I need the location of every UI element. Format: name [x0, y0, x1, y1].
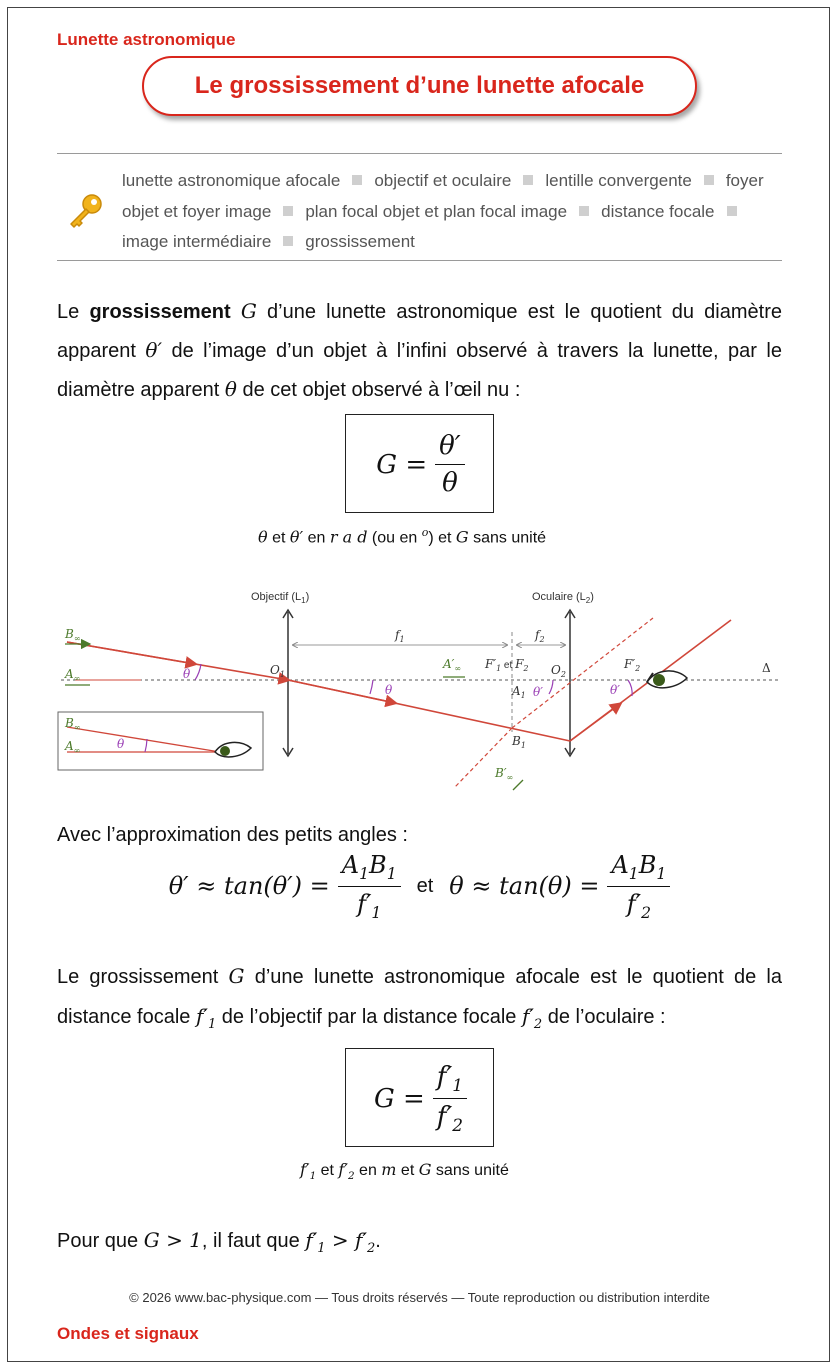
keywords-box — [57, 153, 782, 261]
text: en — [354, 1162, 382, 1179]
key-icon — [65, 192, 105, 232]
O2-label: $O_2$ — [551, 663, 566, 679]
A-prime-inf-label: $A'_\infty$ — [443, 657, 462, 673]
approx-intro: Avec l’approximation des petits angles : — [57, 824, 408, 846]
text: de cet objet observé à l’œil nu : — [236, 379, 521, 401]
symbol: θ — [258, 527, 268, 547]
copyright-notice: © 2026 www.bac-physique.com — Tous droits réservés — Toute reproduction ou distribution interdite — [129, 1290, 710, 1305]
separator — [523, 175, 533, 185]
symbol-G: G — [228, 964, 245, 988]
inset-B-inf-label: $B_\infty$ — [65, 716, 81, 732]
theta-label: θ — [385, 683, 393, 697]
formula-lhs: G = — [376, 449, 428, 480]
F1F2-label: $F'_1$ $^{et}$ $F_2$ — [485, 657, 529, 673]
objective-label: Objectif $(L_1)$ — [251, 591, 310, 605]
formula-lhs: θ′ ≈ tan(θ′) = — [168, 872, 330, 900]
theta-prime-label: θ′ — [533, 685, 543, 699]
text: de l’oculaire : — [542, 1006, 666, 1028]
text: , il faut que — [201, 1230, 306, 1252]
separator — [704, 175, 714, 185]
symbol: G — [418, 1160, 432, 1179]
symbol: θ′ — [289, 527, 304, 547]
O1-label: $O_1$ — [270, 663, 285, 679]
page-title: Le grossissement d’une lunette afocale — [194, 72, 645, 99]
formula-box-focal-ratio — [345, 1048, 494, 1147]
B1-label: $B_1$ — [512, 734, 526, 750]
fraction — [433, 1062, 467, 1135]
chapter-label: Lunette astronomique — [57, 30, 236, 49]
theta-label: θ — [183, 667, 191, 681]
text: et — [267, 529, 290, 547]
inset-A-inf-label: $A_\infty$ — [65, 739, 81, 755]
caption-units-2 — [300, 1160, 509, 1182]
text: d’une lunette astronomique afocale est le quotient de la distance focale — [57, 966, 783, 1028]
chapter-footer-label: Ondes et signaux — [57, 1324, 199, 1343]
naked-eye-inset — [58, 712, 263, 770]
text: sans unité — [468, 529, 547, 547]
fraction — [435, 431, 465, 498]
symbol: $f'_1$ — [300, 1160, 317, 1183]
text: et — [396, 1162, 419, 1179]
symbol-f1: $f'_1$ — [195, 1004, 217, 1032]
formula — [346, 415, 495, 514]
formula — [346, 1049, 495, 1148]
keyword: plan focal objet et plan focal image — [305, 201, 568, 221]
numerator: $A_1B_1$ — [607, 851, 670, 887]
text: de l’objectif par la distance focale — [216, 1006, 522, 1028]
text: . — [375, 1230, 381, 1252]
numerator: θ′ — [435, 431, 465, 465]
intro-paragraph — [57, 292, 782, 409]
approx-formulas — [0, 848, 839, 924]
separator — [352, 175, 362, 185]
unit-rad: r a d — [329, 527, 368, 547]
text: et — [416, 874, 434, 897]
A-inf-label: $A_\infty$ — [65, 667, 81, 683]
symbol-theta-prime: θ′ — [145, 338, 163, 362]
delta-label: Δ — [762, 661, 771, 675]
keyword: distance focale — [601, 201, 715, 221]
construction-ray — [512, 618, 653, 728]
keyword: image intermédiaire — [122, 232, 272, 251]
text: de l’image d’un objet à l’infini observé à travers la lunette, par le diamètre apparent — [57, 340, 782, 401]
A1-label: $A_1$ — [512, 684, 526, 700]
eye-icon — [647, 671, 687, 688]
symbol: $f'_2$ — [338, 1160, 355, 1183]
inequality: $f'_1 > f'_2$ — [305, 1228, 376, 1256]
inequality: G > 1 — [143, 1228, 202, 1252]
title-banner — [142, 56, 697, 116]
denominator: $f'_1$ — [357, 889, 382, 922]
text: et — [316, 1162, 339, 1179]
formula-box-grossissement — [345, 414, 494, 513]
B-prime-inf-label: $B'_\infty$ — [495, 766, 514, 782]
keyword: lentille convergente — [545, 171, 692, 190]
text: d’une lunette astronomique est le quotient du diamètre apparent — [57, 301, 782, 362]
text: Le grossissement — [57, 966, 229, 988]
B-inf-label: $B_\infty$ — [65, 627, 81, 643]
separator — [727, 206, 737, 216]
keyword: lunette astronomique afocale — [122, 171, 341, 190]
formula-lhs: θ ≈ tan(θ) = — [449, 872, 600, 900]
caption-units-1 — [258, 526, 546, 547]
text: Le — [57, 301, 90, 323]
inset-theta-label: θ — [117, 737, 125, 751]
condition-line — [57, 1221, 782, 1268]
text: sans unité — [431, 1162, 509, 1179]
text: (ou en — [367, 529, 422, 547]
numerator: $f'_1$ — [433, 1062, 467, 1099]
term-grossissement: grossissement — [89, 301, 231, 323]
afocal-paragraph — [57, 957, 782, 1044]
formula-lhs: G = — [373, 1083, 425, 1114]
symbol-f2: $f'_2$ — [521, 1004, 543, 1032]
symbol-theta: θ — [224, 377, 237, 401]
symbol: G — [455, 527, 469, 547]
unit-m: m — [381, 1160, 397, 1179]
denominator: $f'_2$ — [626, 889, 651, 922]
F2prime-label: $F'_2$ — [624, 657, 641, 673]
eyepiece-label: Oculaire $(L_2)$ — [532, 591, 594, 605]
fraction — [338, 851, 401, 922]
unit-degree: o — [421, 526, 429, 539]
denominator: θ — [442, 468, 458, 498]
keyword: foyer objet et foyer image — [122, 171, 764, 221]
fraction — [607, 851, 670, 922]
text: en — [303, 529, 330, 547]
separator — [283, 206, 293, 216]
separator — [579, 206, 589, 216]
keyword-list — [122, 166, 772, 258]
keyword: grossissement — [305, 232, 415, 251]
text: Pour que — [57, 1230, 144, 1252]
numerator: $A_1B_1$ — [338, 851, 401, 887]
text: ) et — [428, 529, 456, 547]
symbol-G: G — [240, 299, 257, 323]
f1-label: $f_1$ — [395, 628, 405, 644]
denominator: $f'_2$ — [436, 1102, 464, 1136]
theta-prime-label: θ′ — [610, 683, 620, 697]
f2-label: $f_2$ — [535, 628, 545, 644]
afocal-telescope-diagram — [55, 582, 785, 794]
keyword: objectif et oculaire — [374, 171, 512, 190]
separator — [283, 236, 293, 246]
